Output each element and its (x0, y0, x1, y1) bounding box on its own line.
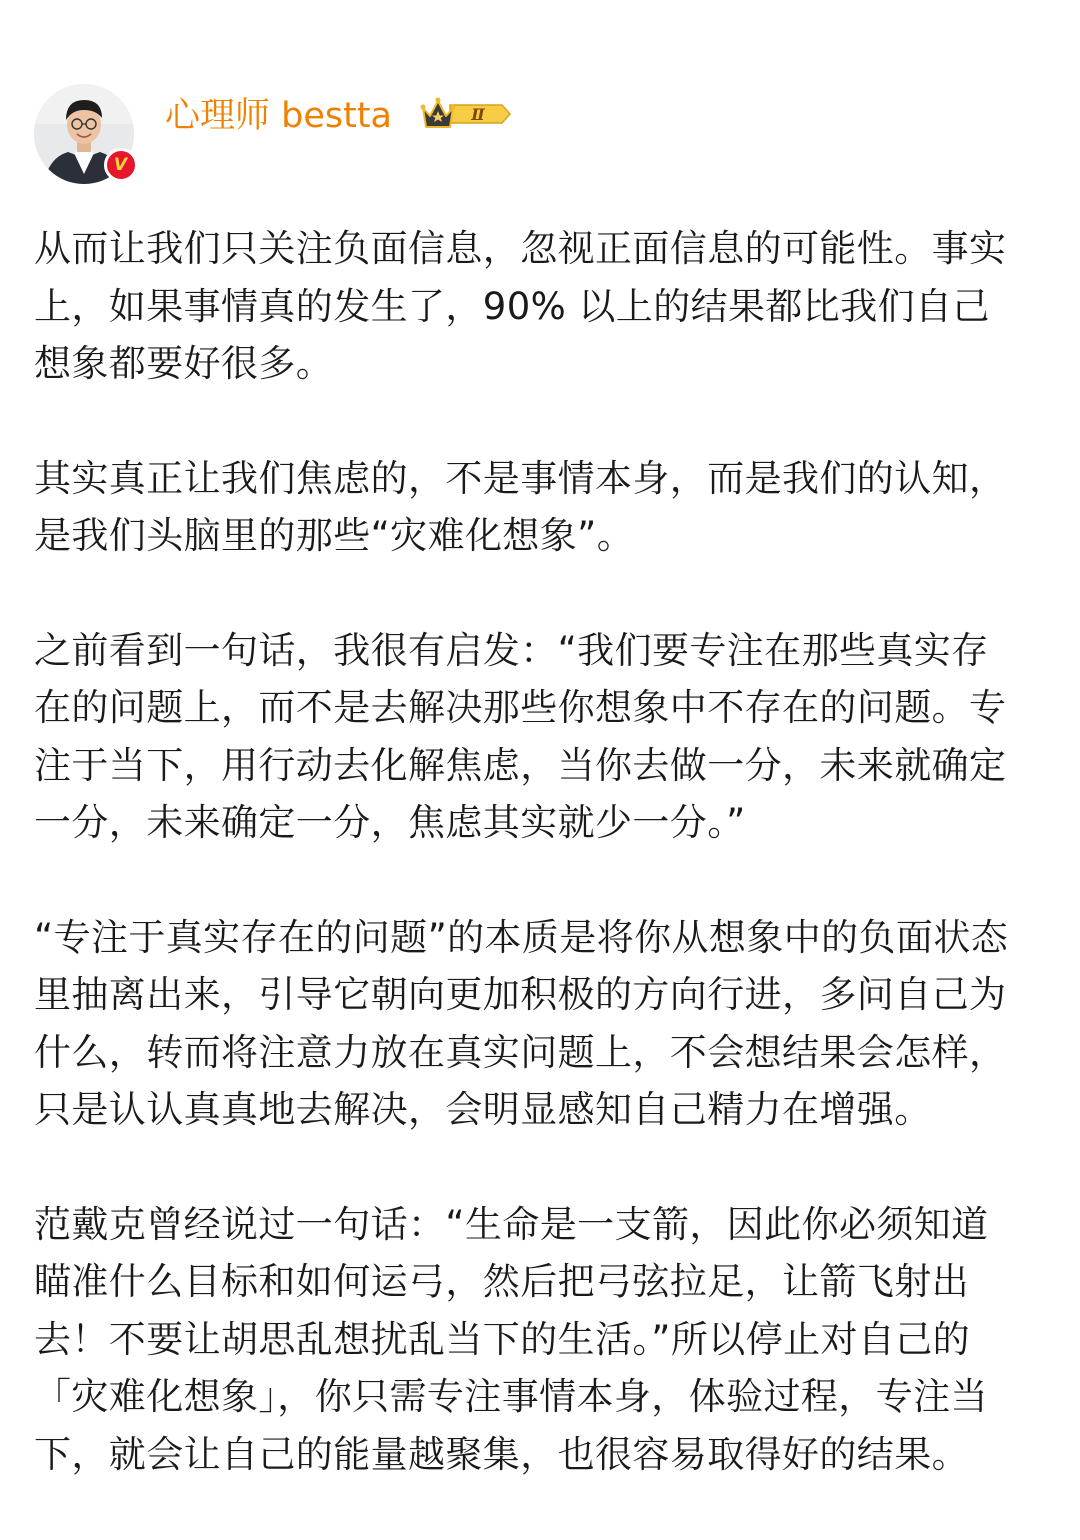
post-body (34, 220, 1034, 1540)
text-line: 在的问题上，而不是去解决那些你想象中不存在的问题。专 (34, 686, 1007, 729)
text-line: 什么，转而将注意力放在真实问题上，不会想结果会怎样， (34, 1030, 1007, 1074)
paragraph-4 (34, 909, 1034, 1139)
text-line: 去！不要让胡思乱想扰乱当下的生活。”所以停止对自己的 (34, 1317, 971, 1361)
text-line: 其实真正让我们焦虑的，不是事情本身，而是我们的认知， (34, 456, 1007, 500)
text-line: 注于当下，用行动去化解焦虑，当你去做一分，未来就确定 (34, 743, 1007, 787)
text-line: 「灾难化想象」，你只需专注事情本身，体验过程，专注当 (34, 1375, 988, 1418)
paragraph-3 (34, 622, 1034, 852)
crown-level-icon[interactable] (420, 96, 512, 132)
paragraph-2 (34, 450, 1034, 565)
text-line: “专注于真实存在的问题”的本质是将你从想象中的负面状态 (34, 915, 1009, 959)
text-line: 范戴克曾经说过一句话：“生命是一支箭，因此你必须知道 (34, 1202, 989, 1246)
paragraph-5 (34, 1196, 1034, 1484)
text-line: 只是认认真真地去解决，会明显感知自己精力在增强。 (34, 1088, 932, 1131)
paragraph-1 (34, 220, 1034, 393)
text-line: 之前看到一句话，我很有启发：“我们要专注在那些真实存 (34, 628, 989, 672)
username[interactable]: 心理师 bestta (165, 96, 393, 136)
text-line: 下，就会让自己的能量越聚集，也很容易取得好的结果。 (34, 1432, 969, 1476)
text-line: 瞄准什么目标和如何运弓，然后把弓弦拉足，让箭飞射出 (34, 1260, 969, 1303)
post-header (34, 84, 1034, 186)
text-line: 是我们头脑里的那些“灾难化想象”。 (34, 514, 635, 557)
level-badge-text: Ⅱ (471, 105, 485, 124)
text-line: 一分，未来确定一分，焦虑其实就少一分。” (34, 801, 746, 844)
text-line: 想象都要好很多。 (34, 342, 334, 385)
verified-icon: V (113, 154, 128, 175)
verified-badge (104, 148, 138, 182)
text-line: 上，如果事情真的发生了，90% 以上的结果都比我们自己 (34, 284, 990, 328)
text-line: 从而让我们只关注负面信息，忽视正面信息的可能性。事实 (34, 227, 1007, 270)
text-line: 里抽离出来，引导它朝向更加积极的方向行进，多问自己为 (34, 973, 1007, 1016)
